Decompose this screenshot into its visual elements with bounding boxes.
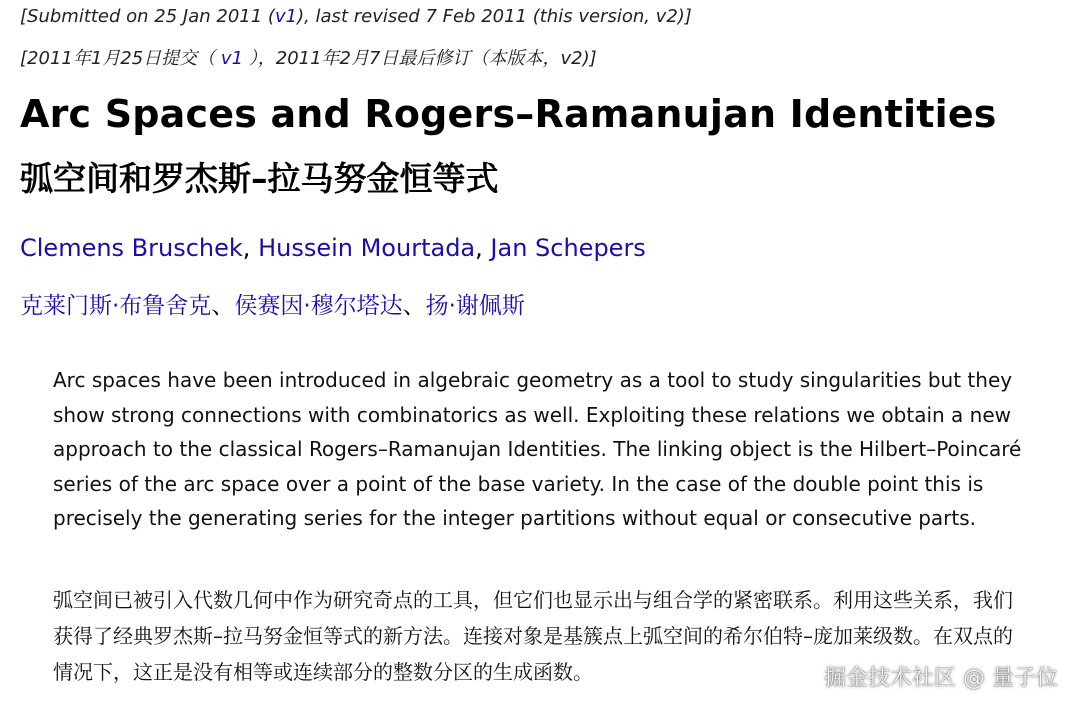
watermark: 掘金技术社区 @ 量子位: [824, 666, 1058, 691]
author-link[interactable]: Jan Schepers: [490, 234, 646, 262]
author-link-zh[interactable]: 克莱门斯·布鲁舍克: [20, 293, 212, 319]
paper-title-zh: 弧空间和罗杰斯–拉马努金恒等式: [20, 159, 499, 198]
author-separator-zh: 、: [402, 293, 426, 319]
author-link[interactable]: Hussein Mourtada: [258, 234, 476, 262]
submission-dateline: [20, 6, 692, 27]
version-v1-link-zh[interactable]: v1: [220, 48, 244, 69]
dateline-text: ), last revised 7 Feb 2011 (this version, v2)]: [297, 6, 692, 27]
author-list-zh: [20, 287, 525, 320]
dateline-text-zh: [2011年1月25日提交（: [20, 48, 221, 69]
author-separator: ,: [475, 234, 491, 262]
author-link[interactable]: Clemens Bruschek: [20, 234, 243, 262]
author-separator-zh: 、: [211, 293, 235, 319]
dateline-text-zh: ），2011年2月7日最后修订（本版本，v2)]: [243, 48, 597, 69]
author-link-zh[interactable]: 侯赛因·穆尔塔达: [234, 293, 403, 319]
dateline-text: [Submitted on 25 Jan 2011 (: [20, 6, 275, 27]
author-separator: ,: [242, 234, 259, 262]
abstract-text-zh: 弧空间已被引入代数几何中作为研究奇点的工具，但它们也显示出与组合学的紧密联系。利用这些关系，我们获得了经典罗杰斯–拉马努金恒等式的新方法。连接对象是基簇点上弧空间的希尔伯特–庞加莱级数。在双点的情况下，这正是没有相等或连续部分的整数分区的生成函数。: [53, 588, 1013, 684]
version-v1-link[interactable]: v1: [274, 6, 298, 27]
author-link-zh[interactable]: 扬·谢佩斯: [425, 293, 525, 319]
submission-dateline-zh: [20, 44, 597, 70]
paper-title: Arc Spaces and Rogers–Ramanujan Identities: [20, 92, 997, 136]
author-list: [20, 234, 646, 262]
abstract-text: Arc spaces have been introduced in algebraic geometry as a tool to study singularities but they show strong connections with combinatorics as well. Exploiting these relations we obtain a new approach to the classical Rogers–Ramanujan Identities. The linking object is the Hilbert–Poincaré series of the arc space over a point of the base variety. In the case of the double point this is precisely the generating series for the integer partitions without equal or consecutive parts.: [53, 368, 1022, 530]
